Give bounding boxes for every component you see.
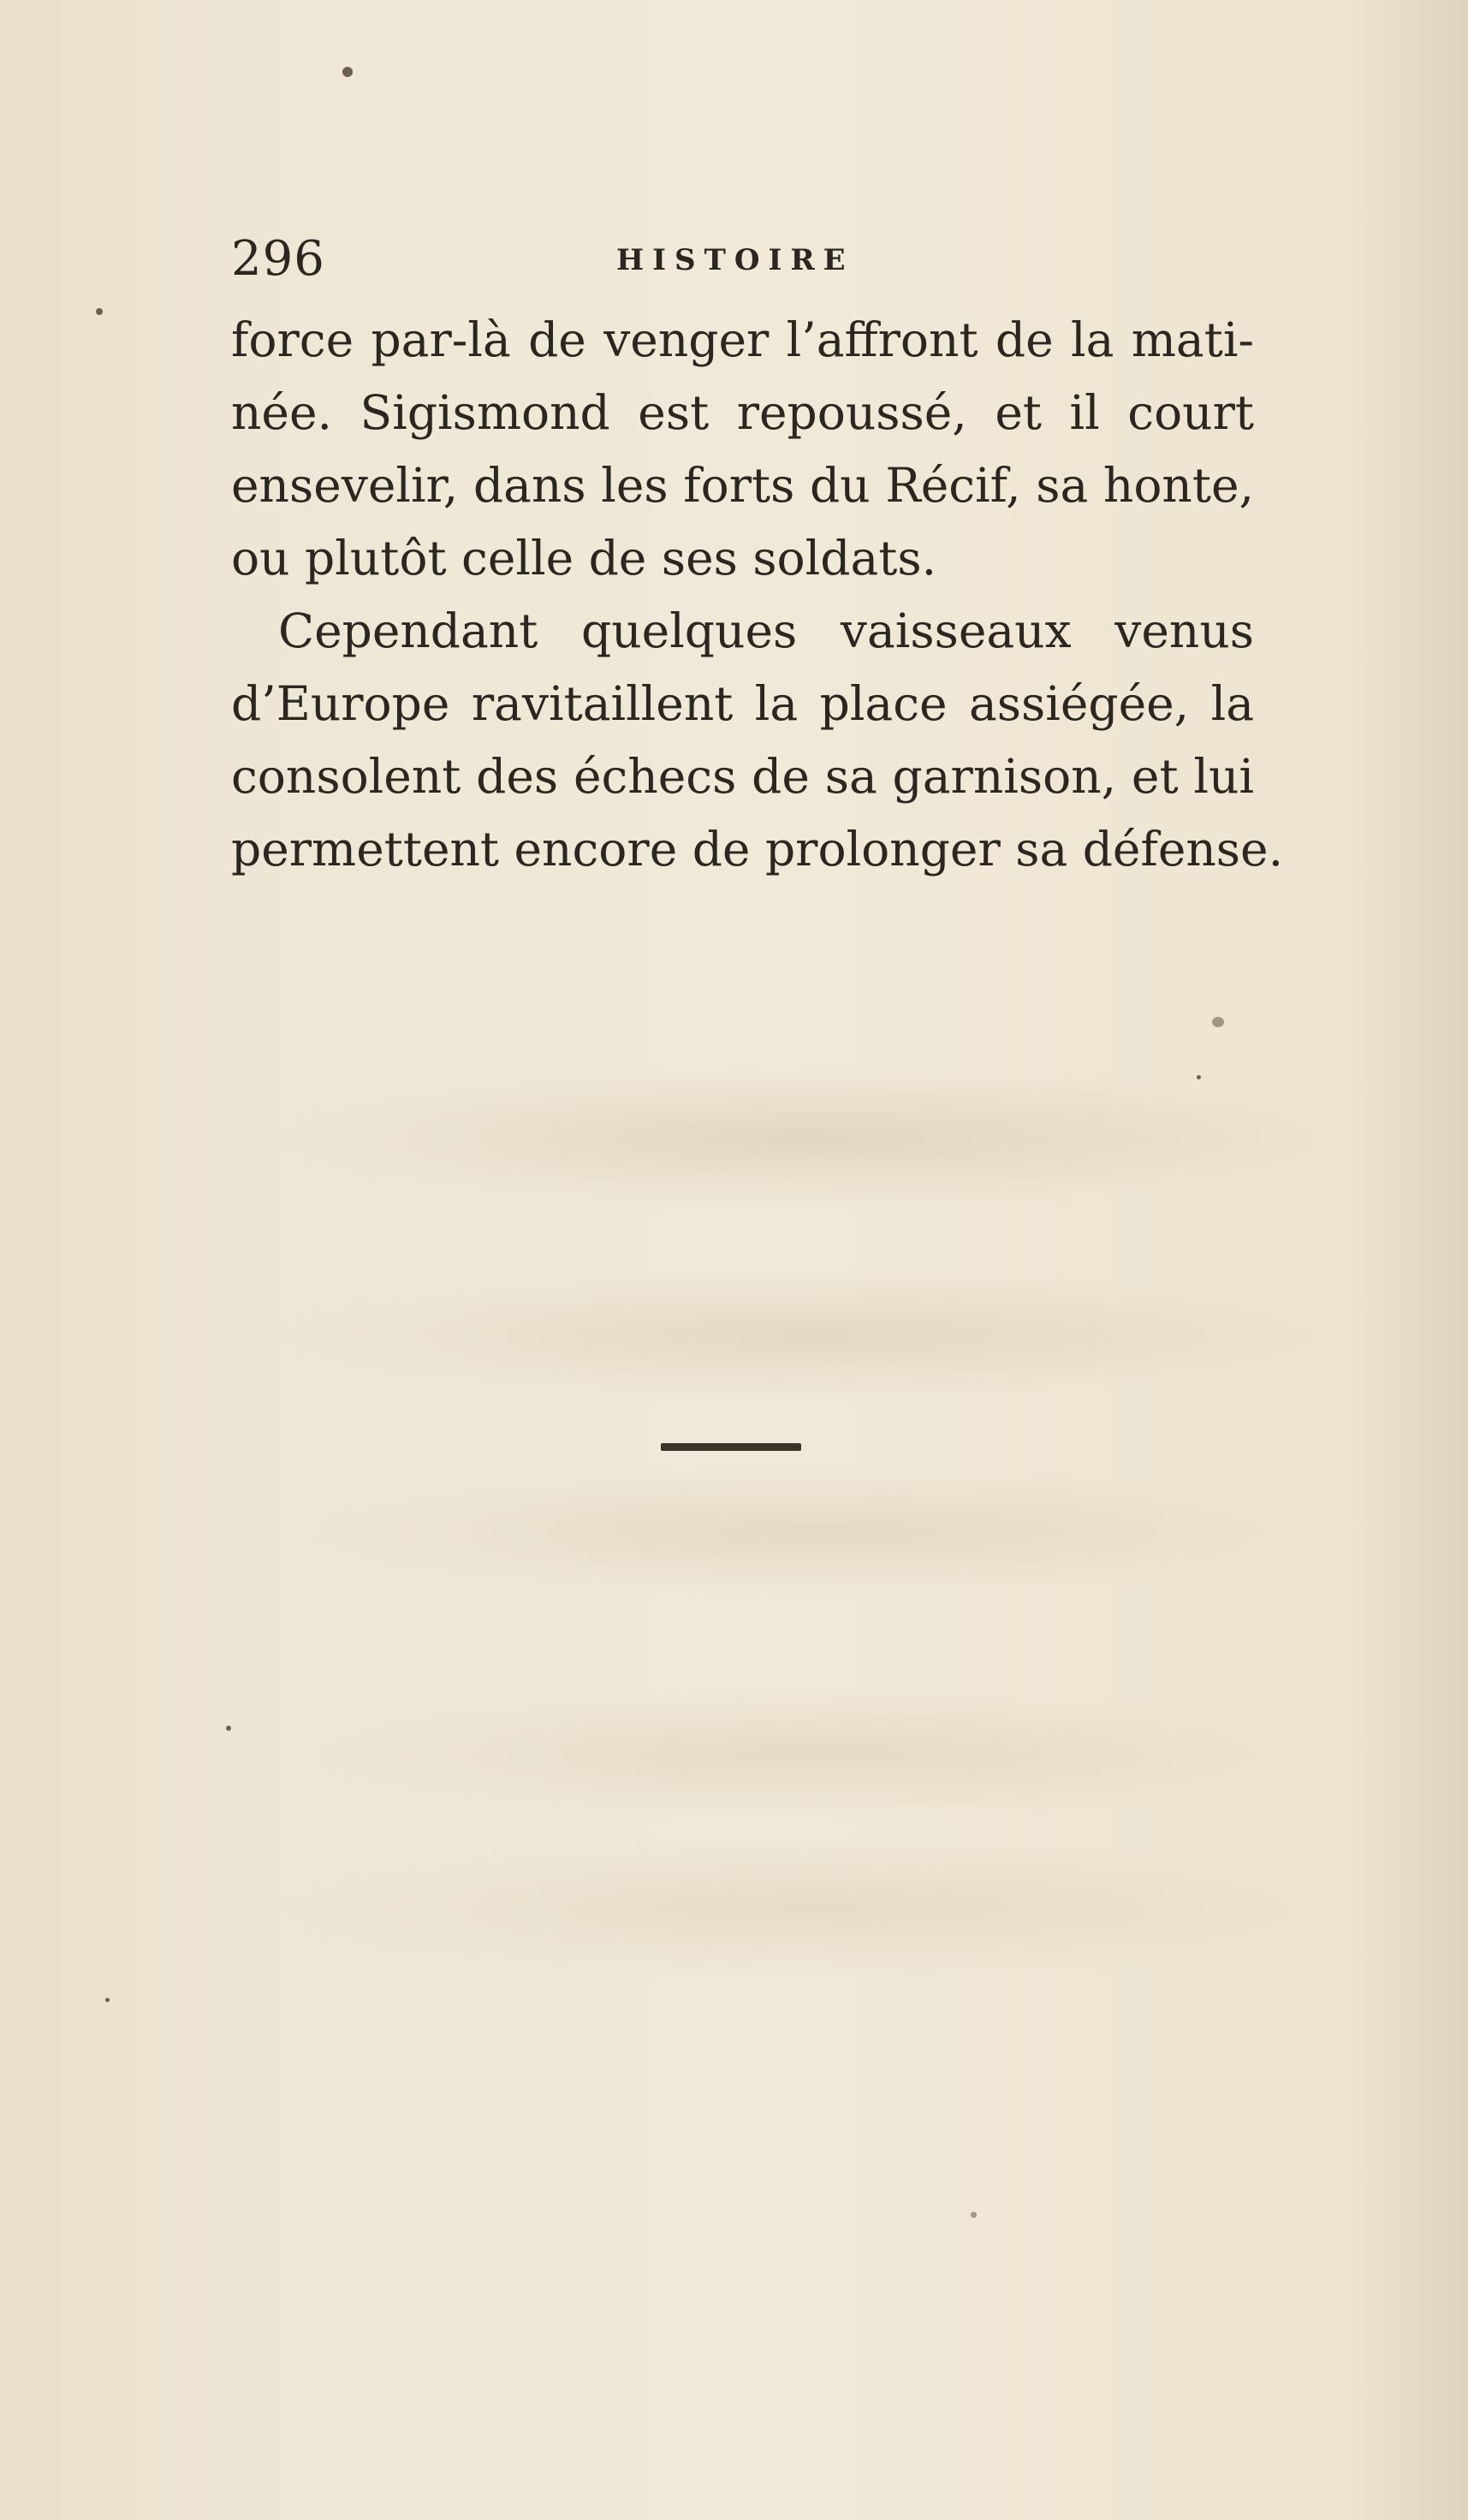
text-line: ou plutôt celle de ses soldats. — [231, 531, 937, 585]
text-line: permettent encore de prolonger sa défense. — [231, 822, 1284, 877]
text-line: Cependant quelques vaisseaux venus — [278, 603, 1254, 658]
page-edge-shadow — [1348, 0, 1468, 2520]
paragraph-2 — [231, 595, 1284, 886]
paper-speck — [1197, 1075, 1201, 1079]
page-header — [231, 231, 1258, 291]
page-number: 296 — [231, 231, 325, 287]
end-rule — [661, 1443, 801, 1451]
paper-speck — [1212, 1017, 1224, 1027]
text-line: consolent des échecs de sa garnison, et lui — [231, 749, 1254, 804]
running-title: HISTOIRE — [616, 243, 854, 277]
paper-speck — [342, 67, 353, 77]
paper-speck — [96, 308, 103, 315]
paper-speck — [105, 1998, 110, 2002]
paper-speck — [226, 1726, 231, 1731]
text-line: force par-là de venger l’affront de la mati- — [231, 312, 1254, 367]
text-line: ensevelir, dans les forts du Récif, sa honte, — [231, 458, 1254, 513]
text-line: d’Europe ravitaillent la place assiégée, la — [231, 676, 1254, 731]
paragraph-1 — [231, 304, 1254, 595]
body-text — [231, 304, 1284, 886]
paper-speck — [971, 2212, 977, 2218]
text-line: née. Sigismond est repoussé, et il court — [231, 385, 1254, 440]
